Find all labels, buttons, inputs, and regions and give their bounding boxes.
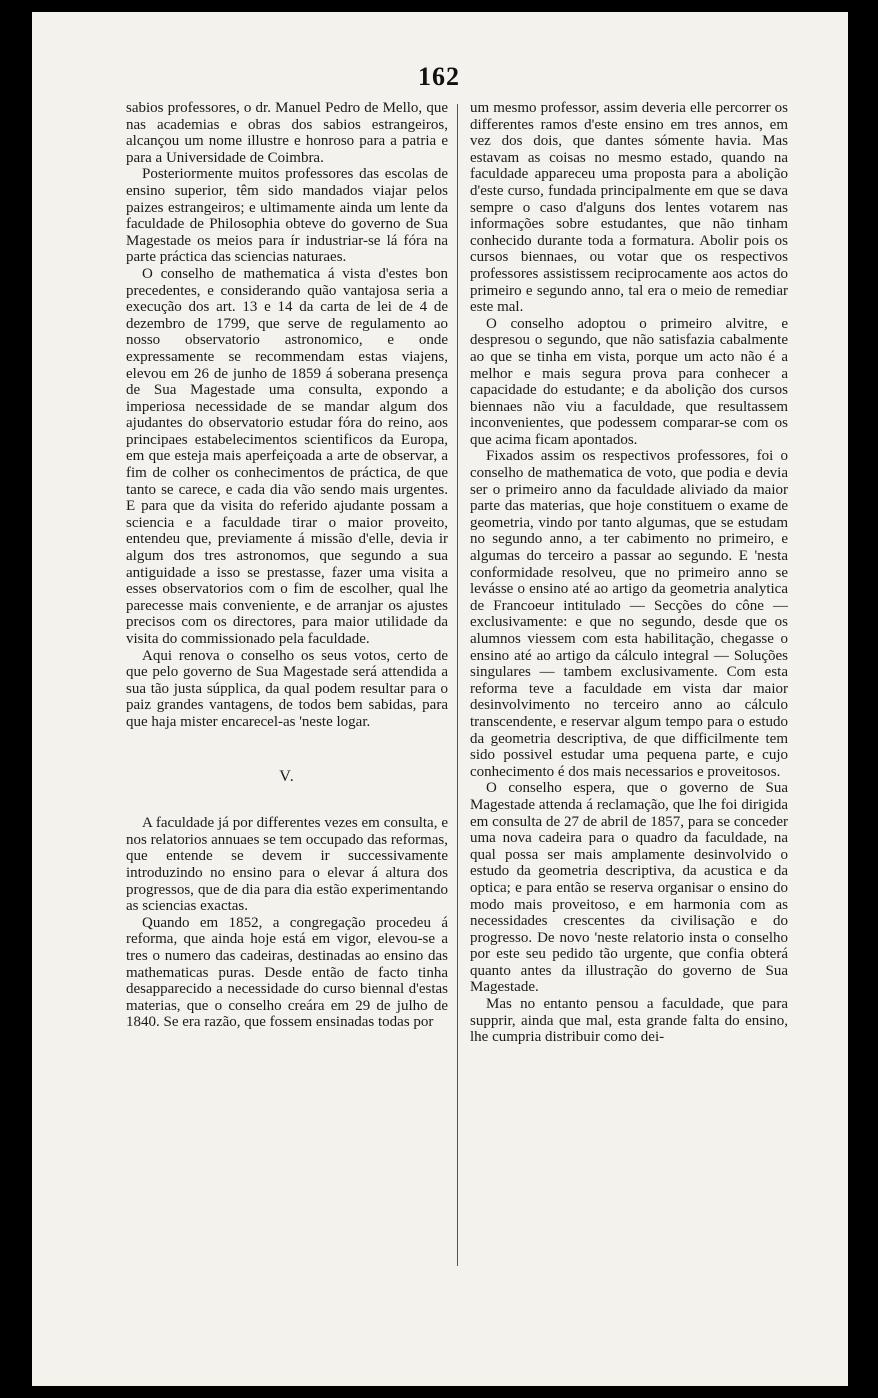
page-number: 162 bbox=[418, 62, 460, 91]
paragraph: Fixados assim os respectivos professores, foi o conselho de mathematica de voto, que podia e devia ser o primeiro anno da faculdade aliviado da maior parte das materias, que hoje constituem o exame de geometria, vindo por tanto algumas, que se estudam no segundo anno, a ter cabimento no primeiro, e algumas do terceiro a passar ao segundo. E 'nesta conformidade resolveu, que no primeiro anno se levásse o ensino até ao artigo da geometria analytica de Francoeur intitulado — Secções do cône — exclusivamente: e que no segundo, desde que os alumnos viessem com esta habilitação, chegasse o ensino até ao artigo da cálculo integral — Soluções singulares — tambem exclusivamente. Com esta reforma teve a faculdade em vista dar maior desinvolvimento no terceiro anno ao cálculo transcendente, e reservar algum tempo para o estudo da geometria descriptiva, de que difficilmente tem sido possivel estudar uma pequena parte, e cujo conhecimento é dos mais necessarios e proveitosos. bbox=[470, 448, 788, 780]
scan-edge-left bbox=[22, 12, 32, 1386]
paragraph: O conselho adoptou o primeiro alvitre, e despresou o segundo, que não satisfazia cabalmente ao que se tinha em vista, porque um acto não é a melhor e mais segura prova para conhecer a capacidade do estudante; e da abolição dos cursos biennaes não viu a faculdade, que resultassem inconvenientes, que podessem comparar-se com os que acima ficam apontados. bbox=[470, 315, 788, 448]
paragraph: Mas no entanto pensou a faculdade, que para supprir, ainda que mal, esta grande falta do ensino, lhe cumpria distribuir como dei- bbox=[470, 996, 788, 1046]
left-column bbox=[126, 100, 448, 1031]
column-rule bbox=[457, 104, 458, 1266]
scan-edge-right bbox=[848, 12, 856, 1386]
right-column bbox=[470, 100, 788, 1046]
paragraph: um mesmo professor, assim deveria elle percorrer os differentes ramos d'este ensino em tres annos, em vez dos dois, que dantes sómente havia. Mas estavam as coisas no mesmo estado, quando na faculdade appareceu uma proposta para a abolição d'este curso, fundada principalmente em que se dava sempre o caso d'alguns dos lentes votarem nas informações sobre estudantes, que não tinham conhecido durante toda a formatura. Abolir pois os cursos biennaes, ou votar que os respectivos professores assistissem reciprocamente aos actos do primeiro e segundo anno, tal era o meio de remediar este mal. bbox=[470, 100, 788, 316]
book-page bbox=[22, 12, 856, 1386]
paragraph: Quando em 1852, a congregação procedeu á reforma, que ainda hoje está em vigor, elevou-se a tres o numero das cadeiras, destinadas ao ensino das mathematicas puras. Desde então de facto tinha desapparecido a necessidade do curso biennal d'estas materias, que o conselho creára em 29 de julho de 1840. Se era razão, que fossem ensinadas todas por bbox=[126, 914, 448, 1031]
paragraph: sabios professores, o dr. Manuel Pedro de Mello, que nas academias e obras dos sabios estrangeiros, alcançou um nome illustre e honroso para a patria e para a Universidade de Coimbra. bbox=[126, 100, 448, 166]
paragraph: A faculdade já por differentes vezes em consulta, e nos relatorios annuaes se tem occupado das reformas, que entende se devem ir successivamente introduzindo no ensino para o elevar á altura dos progressos, que de dia para dia estão experimentando as sciencias exactas. bbox=[126, 815, 448, 915]
paragraph: Aqui renova o conselho os seus votos, certo de que pelo governo de Sua Magestade será attendida a sua tão justa súpplica, da qual podem resultar para o paiz grandes vantagens, de todos bem sabidas, para que haja mister encarecel-as 'neste logar. bbox=[126, 647, 448, 730]
paragraph: O conselho de mathematica á vista d'estes bon precedentes, e considerando quão vantajosa seria a execução dos art. 13 e 14 da carta de lei de 4 de dezembro de 1799, que serve de regulamento ao nosso observatorio astronomico, e onde expressamente se recommendam estas viajens, elevou em 26 de junho de 1859 á soberana presença de Sua Magestade uma consulta, expondo a imperiosa necessidade de se mandar algum dos ajudantes do observatorio estudar fóra do reino, aos principaes estabelecimentos scientificos da Europa, em que esteja mais aperfeiçoada a arte de observar, a fim de colher os conhecimentos de práctica, de que tanto se carece, e cada dia vão sendo mais urgentes. E para que da visita do referido ajudante possam a sciencia e a faculdade tirar o maior proveito, entendeu que, previamente á missão d'elle, devia ir algum dos tres astronomos, que segundo a sua antiguidade a isso se prestasse, fazer uma visita a esses observatorios com o fim de escolher, qual lhe parecesse mais conveniente, e de arranjar os ajustes precisos com os directores, para maior utilidade da visita do commissionado pela faculdade. bbox=[126, 265, 448, 647]
section-heading: V. bbox=[279, 767, 295, 785]
paragraph: O conselho espera, que o governo de Sua Magestade attenda á reclamação, que lhe foi dirigida em consulta de 27 de abril de 1857, para se conceder uma nova cadeira para o quadro da faculdade, na qual possa ser mais amplamente desinvolvido o estudo da geometria descriptiva, da acustica e da optica; e para então se reserva organisar o ensino do modo mais proveitoso, e em harmonia com as necessidades crescentes da civilisação e do progresso. De novo 'neste relatorio insta o conselho por este seu pedido tão urgente, que confia obterá quanto antes da illustração do governo de Sua Magestade. bbox=[470, 780, 788, 996]
paragraph: Posteriormente muitos professores das escolas de ensino superior, têm sido mandados viajar pelos paizes estrangeiros; e ultimamente ainda um lente da faculdade de Philosophia obteve do governo de Sua Magestade os meios para ír industriar-se lá fóra na parte práctica das sciencias naturaes. bbox=[126, 166, 448, 266]
